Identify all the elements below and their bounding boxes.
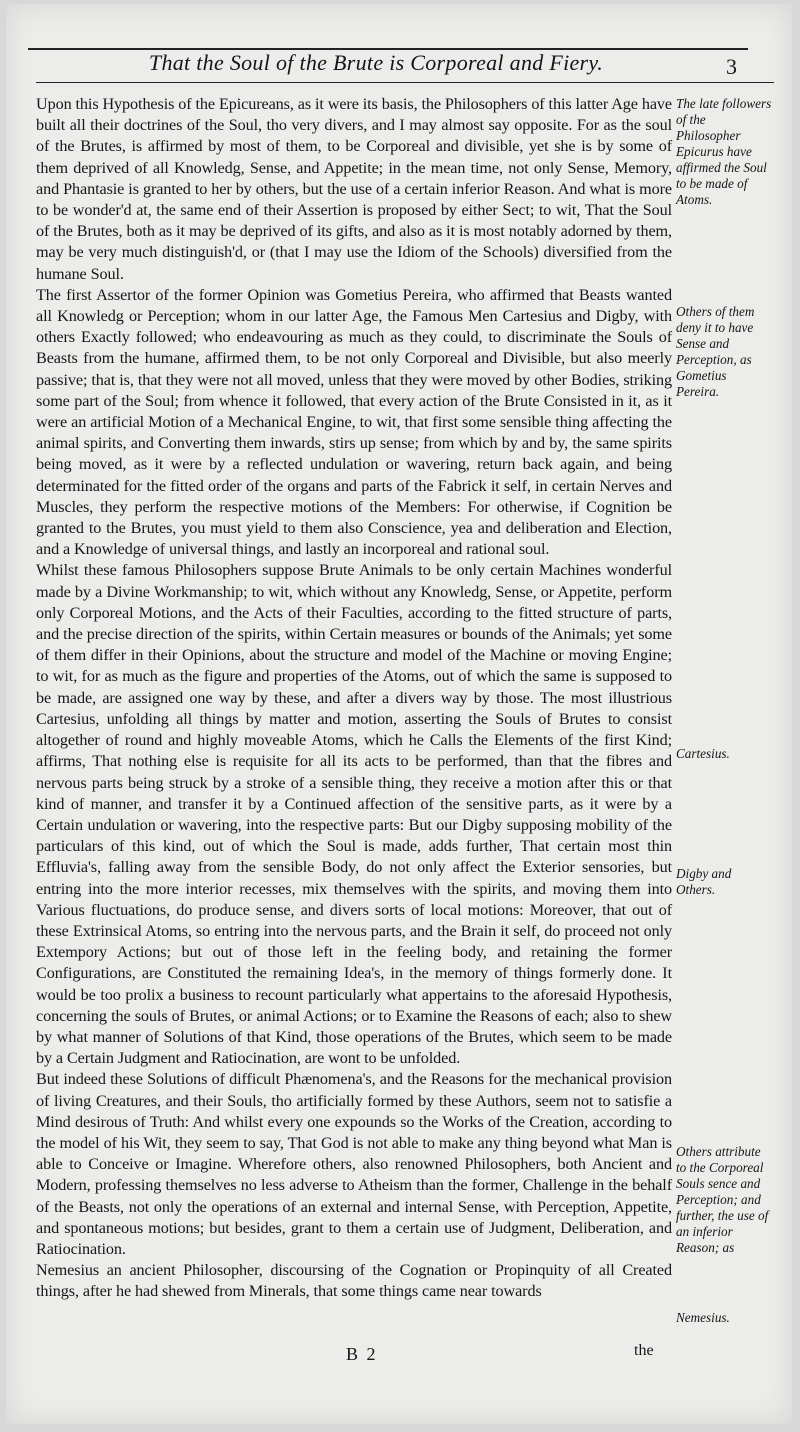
- paragraph-4: But indeed these Solutions of difficult Phænomena's, and the Reasons for the mechanical provision of living Creatures, and their Souls, tho artificially formed by these Authors, seem not to satisfie a Mind desirous of Truth: And whilst every one expounds so the Works of the Creation, according to the model of his Wit, they seem to say, That God is not able to make any thing beyond what Man is able to Conceive or Imagine. Wherefore others, also renowned Philosophers, both Ancient and Modern, professing themselves no less adverse to Atheism than the former, Challenge in the behalf of the Beasts, not only the operations of an external and internal Sense, with Perception, Appetite, and spontaneous motions; but besides, grant to them a certain use of Judgment, Deliberation, and Ratiocination.: [36, 1070, 672, 1258]
- page-number: 3: [726, 54, 737, 79]
- sidenote-epicurus: The late followers of the Philosopher Epicurus have affirmed the Soul to be made of Atoms.: [676, 96, 772, 207]
- sidenote-nemesius: Nemesius.: [676, 1310, 730, 1325]
- paragraph-2: The first Assertor of the former Opinion was Gometius Pereira, who affirmed that Beasts wanted all Knowledg or Perception; whom in our latter Age, the Famous Men Cartesius and Digby, with others Exactly followed; who endeavouring as much as they could, to discriminate the Souls of Beasts from the humane, affirmed them, to be not only Corporeal and Divisible, but also meerly passive; that is, that they were not all moved, unless that they were moved by other Bodies, striking some part of the Soul; from whence it followed, that every action of the Brute Consisted in it, as it were an artificial Motion of a Mechanical Engine, to wit, that first some sensible thing affecting the animal spirits, and Converting them inwards, stirs up sense; from which by and by, the same spirits being moved, as it were by a reflected undulation or wavering, return back again, and being determinated for the fitted order of the organs and parts of the Fabrick it self, in certain Nerves and Muscles, they perform the respective motions of the Members: For otherwise, if Cognition be granted to the Brutes, you must yield to them also Conscience, yea and deliberation and Election, and a Knowledge of universal things, and lastly an incorporeal and rational soul.: [36, 285, 672, 559]
- signature-mark: B 2: [346, 1344, 378, 1364]
- paragraph-1: Upon this Hypothesis of the Epicureans, as it were its basis, the Philosophers of this latter Age have built all their doctrines of the Soul, tho very divers, and I may almost say opposite. For as the soul of the Brutes, is affirmed by most of them, to be Corporeal and divisible, yet she is by some of them deprived of all Knowledg, Sense, and Appetite; in the mean time, not only Sense, Memory, and Phantasie is granted to her by others, but the use of a certain inferior Reason. And what is more to be wonder'd at, the same end of their Assertion is proposed by either Sect; to wit, That the Soul of the Brutes, both as it may be deprived of its gifts, and also as it is most notably adorned by them, may be very much distinguish'd, or (that I may use the Idiom of the Schools) diversified from the humane Soul.: [36, 95, 672, 283]
- header-rule-bottom: [36, 82, 774, 83]
- paragraph-5: Nemesius an ancient Philosopher, discoursing of the Cognation or Propinquity of all Created things, after he had shewed from Minerals, that some things came near towards: [36, 1261, 672, 1301]
- paragraph-3: Whilst these famous Philosophers suppose Brute Animals to be only certain Machines wonderful made by a Divine Workmanship; to wit, which without any Knowledg, Sense, or Appetite, perform only Corporeal Motions, and the Acts of their Faculties, according to the fitted structure of parts, and the precise direction of the spirits, within Certain measures or bounds of the Animals; yet some of them differ in their Opinions, about the structure and model of the Machine or moving Engine; to wit, for as much as the figure and properties of the Atoms, out of which the same is supposed to be made, are assigned one way by these, and after a divers way by those. The most illustrious Cartesius, unfolding all things by matter and motion, asserting the Souls of Brutes to consist altogether of round and highly moveable Atoms, which he Calls the Elements of the first Kind; affirms, That nothing else is requisite for all its acts to be performed, than that the fibres and nervous parts being struck by a stroke of a sensible thing, they receive a motion after this or that kind of manner, and transfer it by a Continued affection of the sensitive parts, as it were by a Certain undulation or wavering, into the respective parts: But our Digby supposing mobility of the particulars of this kind, out of which the Soul is made, adds further, That certain most thin Effluvia's, falling away from the sensible Body, do not only affect the Exterior sensories, but entring into the more interior recesses, mix themselves with the spirits, and moving them into Various fluctuations, do produce sense, and divers sorts of local motions: Moreover, that out of these Extrinsical Atoms, so entring into the nervous parts, and the Brain it self, do proceed not only Extempory Actions; but out of those left in the feeling body, and retaining the former Configurations, are Constituted the remaining Idea's, in the memory of things formerly done. It would be too prolix a business to recount particularly what appertains to the aforesaid Hypothesis, concerning the souls of Brutes, or animal Actions; or to Examine the Reasons of each; also to shew by what manner of Solutions of that Kind, those operations of the Brutes, which seem to be made by a Certain Judgment and Ratiocination, are wont to be unfolded.: [36, 561, 672, 1068]
- sidenote-pereira: Others of them deny it to have Sense and Perception, as Gometius Pereira.: [676, 304, 755, 399]
- book-page: [6, 4, 792, 1424]
- running-title: That the Soul of the Brute is Corporeal and Fiery.: [148, 50, 604, 75]
- body-text: [36, 94, 672, 1303]
- catchword: the: [634, 1342, 654, 1359]
- sidenote-digby: Digby and Others.: [676, 866, 732, 897]
- sidenote-cartesius: Cartesius.: [676, 746, 730, 761]
- sidenote-others: Others attribute to the Corporeal Souls sence and Perception; and further, the use of an inferior Reason; as: [676, 1144, 769, 1255]
